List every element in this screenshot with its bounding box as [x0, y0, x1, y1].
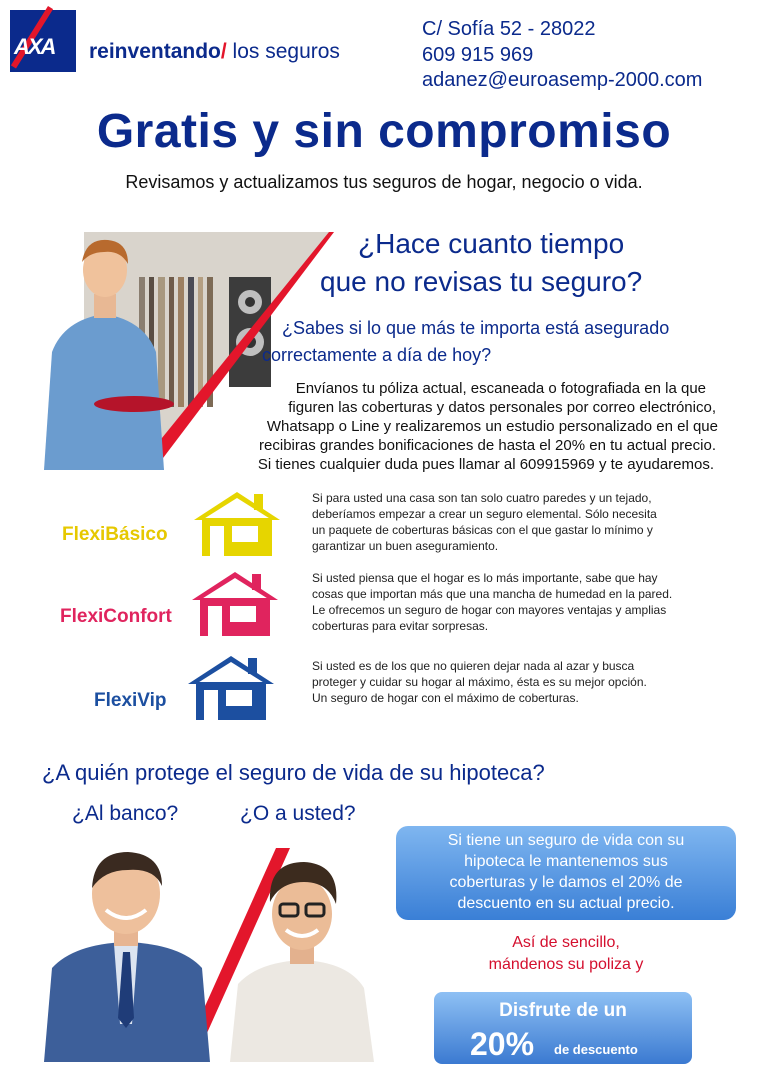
- house-blue-icon: [186, 654, 276, 720]
- mortgage-offer-line: hipoteca le mantenemos sus: [464, 853, 668, 870]
- house-yellow-icon: [192, 490, 282, 556]
- tagline-rest: los seguros: [226, 40, 340, 63]
- plan-desc-line: proteger y cuidar su hogar al máximo, ésta es su mejor opción.: [312, 675, 647, 689]
- two-men-photo: [44, 848, 384, 1062]
- tagline-bold: reinventando: [89, 40, 221, 63]
- plan-desc-line: Si para usted una casa son tan solo cuatro paredes y un tejado,: [312, 491, 652, 505]
- tagline: [89, 40, 340, 64]
- review-subtitle-line1: ¿Sabes si lo que más te importa está asegurado: [282, 318, 670, 338]
- plan-desc-flexibasico: [312, 490, 712, 554]
- mortgage-cta-line2: mándenos su poliza y: [488, 956, 644, 973]
- mortgage-question-bank: ¿Al banco?: [72, 802, 179, 825]
- plan-desc-line: cosas que importan más que una mancha de humedad en la pared.: [312, 587, 673, 601]
- review-body-line: figuren las coberturas y datos personales por correo electrónico,: [288, 399, 716, 416]
- mortgage-title: ¿A quién protege el seguro de vida de su hipoteca?: [42, 760, 545, 785]
- plan-desc-flexivip: [312, 658, 712, 706]
- plan-desc-line: un paquete de coberturas básicas con el que gastar lo mínimo y: [312, 523, 653, 537]
- plan-desc-line: deberíamos empezar a crear un seguro elemental. Sólo necesita: [312, 507, 657, 521]
- mortgage-offer-line: Si tiene un seguro de vida con su: [447, 832, 685, 849]
- tagline-slash: /: [220, 40, 227, 63]
- plan-name-flexiconfort: FlexiConfort: [60, 606, 172, 627]
- axa-logo-text: AXA: [14, 34, 55, 59]
- plan-desc-flexiconfort: [312, 570, 712, 634]
- plan-desc-line: coberturas para evitar sorpresas.: [312, 619, 489, 633]
- plan-desc-line: garantizar un buen aseguramiento.: [312, 539, 499, 553]
- plan-desc-line: Le ofrecemos un seguro de hogar con mayores ventajas y amplias: [312, 603, 667, 617]
- contact-phone[interactable]: 609 915 969: [422, 44, 534, 66]
- mortgage-offer-box: [396, 826, 736, 920]
- plan-desc-line: Un seguro de hogar con el máximo de coberturas.: [312, 691, 579, 705]
- page-headline: Gratis y sin compromiso: [96, 105, 672, 158]
- house-pink-icon: [190, 570, 280, 636]
- two-men-illustration: [44, 848, 384, 1062]
- mortgage-cta-line1: Así de sencillo,: [512, 934, 620, 951]
- plan-name-flexibasico: FlexiBásico: [62, 524, 168, 545]
- discount-promo-badge: [434, 992, 692, 1064]
- review-body-line: Whatsapp o Line y realizaremos un estudio personalizado en el que: [266, 418, 718, 435]
- page-subhead: Revisamos y actualizamos tus seguros de hogar, negocio o vida.: [125, 172, 643, 192]
- plan-desc-line: Si usted es de los que no quieren dejar nada al azar y busca: [312, 659, 635, 673]
- promo-line1: Disfrute de un: [499, 1000, 627, 1021]
- contact-address: C/ Sofía 52 - 28022: [422, 18, 596, 40]
- plan-desc-line: Si usted piensa que el hogar es lo más importante, sabe que hay: [312, 571, 658, 585]
- review-subtitle-line2: correctamente a día de hoy?: [262, 345, 492, 365]
- review-body-line: Envíanos tu póliza actual, escaneada o fotografiada en la que: [295, 380, 706, 397]
- mortgage-question-you: ¿O a usted?: [240, 802, 356, 825]
- plan-name-flexivip: FlexiVip: [94, 690, 167, 711]
- mortgage-offer-line: descuento en su actual precio.: [457, 895, 675, 912]
- mortgage-offer-line: coberturas y le damos el 20% de: [449, 874, 683, 891]
- contact-email[interactable]: adanez@euroasemp-2000.com: [422, 69, 703, 91]
- review-title-line1: ¿Hace cuanto tiempo: [358, 228, 625, 259]
- promo-percent: 20%: [470, 1026, 535, 1062]
- promo-line2: de descuento: [554, 1042, 638, 1057]
- review-title-line2: que no revisas tu seguro?: [320, 266, 643, 297]
- review-body-line: recibiras grandes bonificaciones de hasta el 20% en tu actual precio.: [259, 437, 716, 454]
- review-body-line: Si tienes cualquier duda pues llamar al 609915969 y te ayudaremos.: [257, 456, 714, 473]
